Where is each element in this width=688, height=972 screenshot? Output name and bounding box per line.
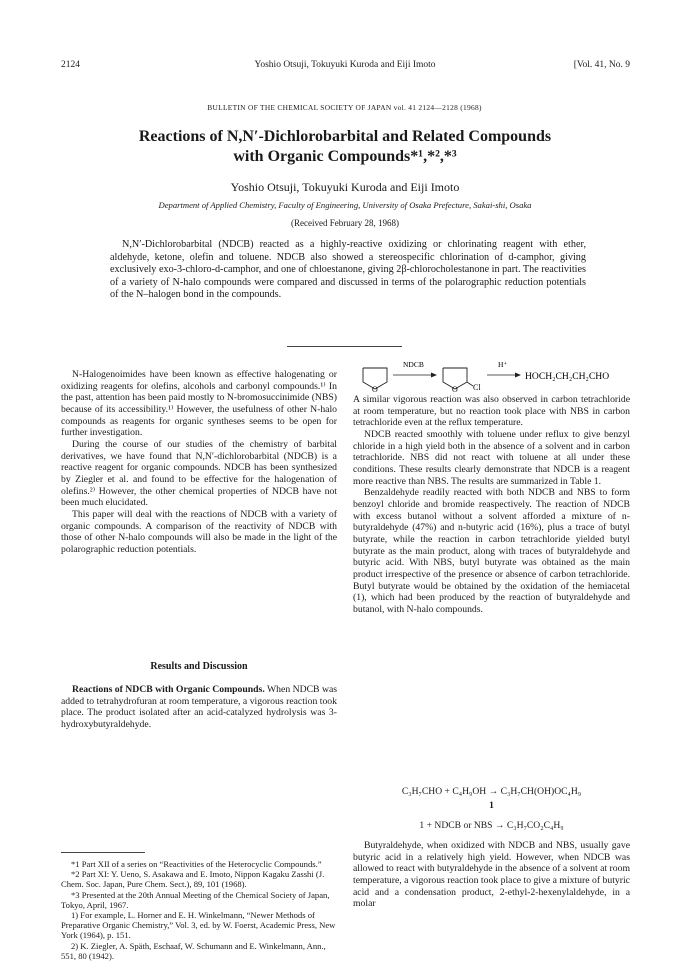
right-paragraph-final: Butyraldehyde, when oxidized with NDCB and NBS, usually gave butyric acid in a relatively high yield. However, when NDCB was allowed to react with butyraldehyde in the absence of a solvent at room temperature, a vigorous reaction took place to give a mixture of butyric acid and a condensation product, 2-ethyl-2-hexenylaldehyde, in a molar bbox=[353, 840, 630, 910]
intro-paragraph-2: During the course of our studies of the chemistry of barbital derivatives, we have found that N,N′-dichlorobarbital (NDCB) is a reactive reagent for organic compounds. NDCB has been synthesized by Ziegler et al. and found to be effective for the halogenation of olefins.²⁾ However, the other chemical properties of NDCB have not been much elucidated. bbox=[61, 438, 337, 509]
right-paragraph-3: Benzaldehyde readily reacted with both NDCB and NBS to form benzoyl chloride and bromide reaspectively. The reaction of NDCB with excess butanol without a solvent afforded a mixture of n-butyraldehyde (47%) and n-butyric acid (16%), plus a trace of butyl butyrate, while the reaction in carbon tetrachloride yielded butyl butyrate as the main product, along with traces of butyraldehyde and butyric acid. With NBS, butyl butyrate was obtained as the main product irrespective of the presence or absence of carbon tetrachloride. Butyl butyrate would be obtained by the oxidation of the hemiacetal (1), which had been produced by the reaction of butyraldehyde and butanol, with N-halo compounds. bbox=[353, 487, 630, 615]
author-list: Yoshio Otsuji, Tokuyuki Kuroda and Eiji Imoto bbox=[230, 180, 460, 194]
affiliation: Department of Applied Chemistry, Faculty of Engineering, University of Osaka Prefecture, Sakai-shi, Osaka bbox=[158, 200, 532, 210]
page-number: 2124 bbox=[61, 60, 80, 70]
footnote-rule bbox=[61, 852, 145, 853]
chloro-thf-oxygen: O bbox=[452, 385, 458, 394]
title-line-2: with Organic Compounds*¹,*²,*³ bbox=[233, 148, 457, 165]
left-column-intro bbox=[61, 369, 337, 556]
section-heading: Results and Discussion bbox=[150, 661, 248, 672]
received-date: (Received February 28, 1968) bbox=[291, 218, 399, 228]
right-column-text bbox=[353, 394, 630, 615]
right-paragraph-2: NDCB reacted smoothly with toluene under reflux to give benzyl chloride in a high yield both in the absence of a solvent and in carbon tetrachloride. NBS did not react with toluene at all under these conditions. These results clearly demonstrate that NDCB is a reagent more reactive than NBS. The results are summarized in Table 1. bbox=[353, 428, 630, 487]
title-line-1: Reactions of N,N′-Dichlorobarbital and Related Compounds bbox=[138, 128, 552, 145]
reagent-acid: H⁺ bbox=[498, 360, 508, 369]
reference-1: 1) For example, L. Horner and E. H. Winkelmann, “Newer Methods of Preparative Organic Chemistry,” Vol. 3, ed. by W. Foerst, Academic Press, New York (1964), p. 151. bbox=[61, 910, 336, 941]
equation-1-label: 1 bbox=[489, 800, 494, 811]
abstract: N,N′-Dichlorobarbital (NDCB) reacted as a highly-reactive oxidizing or chlorinating reagent with ether, aldehyde, ketone, olefin and toluene. NDCB also showed a stereospecific chlorination of d-camphor, giving exclusively exo-3-chloro-d-camphor, and one of chloestanone, giving 2β-chlorocholestanone in part. The reactivities of a variety of N-halo compounds were compared and discussed in terms of the polarographic reduction potentials of the N–halogen bond in the compounds. bbox=[110, 239, 586, 301]
thf-oxygen-label: O bbox=[372, 385, 378, 394]
footnote-2: *2 Part XI: Y. Ueno, S. Asakawa and E. Imoto, Nippon Kagaku Zasshi (J. Chem. Soc. Japan, Pure Chem. Sect.), 89, 101 (1968). bbox=[61, 869, 325, 890]
right-column-final bbox=[353, 840, 630, 910]
product-formula: HOCH₂CH₂CH₂CHO bbox=[525, 371, 610, 382]
arrow-head-2 bbox=[515, 373, 521, 378]
thf-reaction-scheme bbox=[353, 352, 630, 394]
volume-label: [Vol. 41, No. 9 bbox=[573, 60, 630, 70]
equation-1: C₃H₇CHO + C₄H₉OH → C₃H₇CH(OH)OC₄H₉ bbox=[401, 786, 582, 797]
intro-paragraph-1: N-Halogenoimides have been known as effective halogenating or oxidizing reagents for olefins, alcohols and carbonyl compounds.¹⁾ In the past, attention has been paid mostly to N-bromosuccinimide (NBS) because of its accessibility.¹⁾ However, the usefulness of other N-halo compounds as reagents for organic syntheses seems to be open for further investigation. bbox=[61, 369, 337, 439]
reagent-ndcb: NDCB bbox=[403, 360, 424, 369]
subsection-text: When NDCB was added to tetrahydrofuran at room temperature, a vigorous reaction took place. The product isolated after an acid-catalyzed hydrolysis was 3-hydroxybutyraldehyde. bbox=[61, 684, 338, 730]
running-authors: Yoshio Otsuji, Tokuyuki Kuroda and Eiji Imoto bbox=[254, 60, 436, 70]
subsection-block bbox=[61, 684, 337, 731]
subsection-heading: Reactions of NDCB with Organic Compounds. bbox=[72, 684, 265, 695]
footnotes bbox=[61, 859, 337, 961]
separator-rule bbox=[287, 346, 402, 347]
footnote-3: *3 Presented at the 20th Annual Meeting of the Chemical Society of Japan, Tokyo, April, 1967. bbox=[61, 889, 330, 910]
arrow-head-1 bbox=[431, 373, 437, 378]
intro-paragraph-3: This paper will deal with the reactions of NDCB with a variety of organic compounds. A comparison of the reactivity of NDCB with those of other N-halo compounds will also be made in the light of the polarographic reduction potentials. bbox=[61, 508, 337, 555]
chlorine-label: Cl bbox=[473, 383, 481, 392]
footnote-1: *1 Part XII of a series on “Reactivities of the Heterocyclic Compounds.” bbox=[71, 859, 322, 869]
journal-line: BULLETIN OF THE CHEMICAL SOCIETY OF JAPAN vol. 41 2124—2128 (1968) bbox=[207, 103, 482, 112]
right-paragraph-1: A similar vigorous reaction was also observed in carbon tetrachloride at room temperature, but no reaction took place with NBS in carbon tetrachloride even at the reflux temperature. bbox=[353, 394, 630, 429]
equation-2: 1 + NDCB or NBS → C₃H₇CO₂C₄H₉ bbox=[419, 820, 564, 831]
reference-2: 2) K. Ziegler, A. Späth, Eschaaf, W. Schumann and E. Winkelmann, Ann., 551, 80 (1942). bbox=[61, 940, 326, 961]
